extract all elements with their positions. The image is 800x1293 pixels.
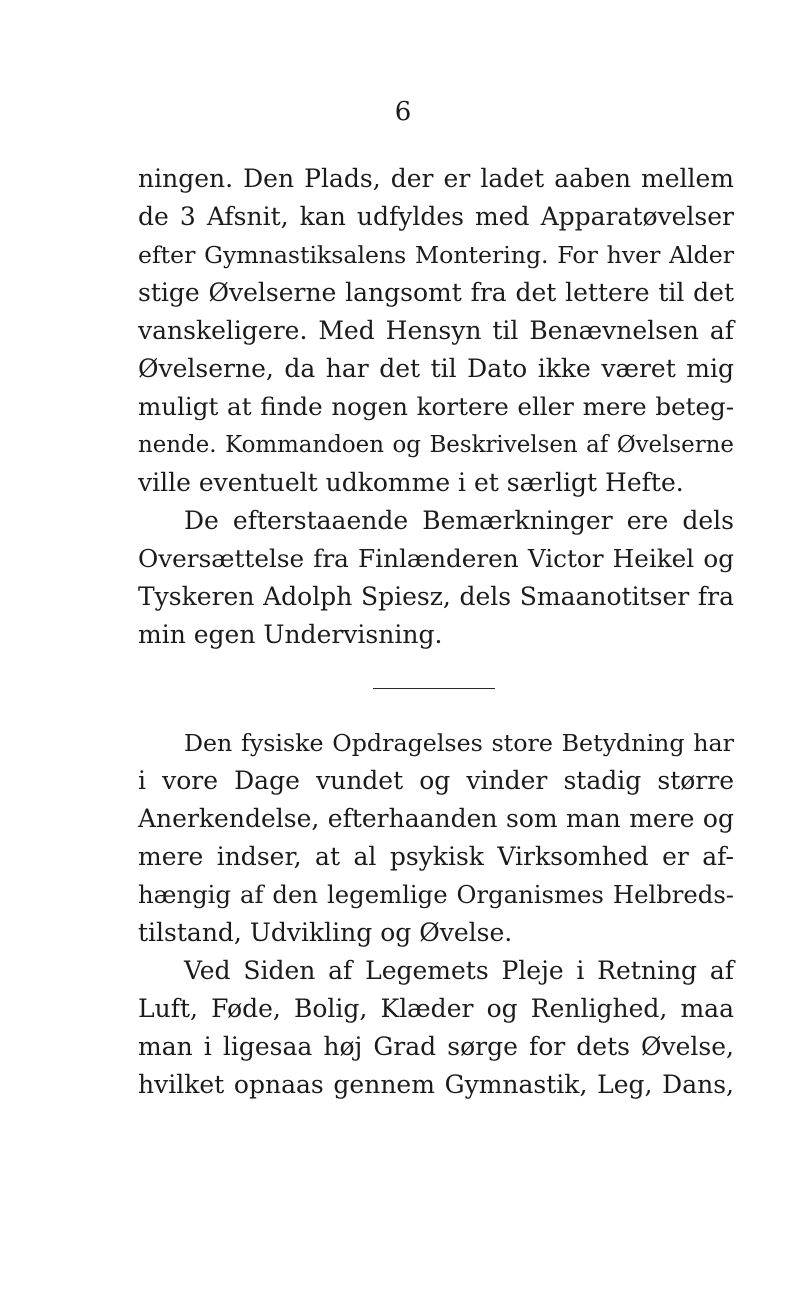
text-line: Øvelserne, da har det til Dato ikke været mig xyxy=(138,354,734,383)
text-line: nende. Kommandoen og Beskrivelsen af Øvelserne xyxy=(138,432,734,458)
text-line: man i ligesaa høj Grad sørge for dets Øvelse, xyxy=(138,1032,734,1061)
text-line: hængig af den legemlige Organismes Helbreds- xyxy=(138,880,734,909)
paragraph-block-1 xyxy=(138,160,734,654)
text-line: efter Gymnastiksalens Montering. For hver Alder xyxy=(138,241,734,269)
text-line: De efterstaaende Bemærkninger ere dels xyxy=(184,506,734,535)
text-line: hvilket opnaas gennem Gymnastik, Leg, Dans, xyxy=(138,1070,734,1099)
text-line: Tyskeren Adolph Spiesz, dels Smaanotitser fra xyxy=(138,582,734,611)
text-line: mere indser, at al psykisk Virksomhed er af- xyxy=(138,842,734,871)
text-line: muligt at finde nogen kortere eller mere beteg- xyxy=(138,392,734,421)
text-line: stige Øvelserne langsomt fra det lettere til det xyxy=(138,278,734,307)
text-line: Ved Siden af Legemets Pleje i Retning af xyxy=(184,956,734,985)
text-line: Oversættelse fra Finlænderen Victor Heikel og xyxy=(138,544,734,573)
text-line: i vore Dage vundet og vinder stadig større xyxy=(138,766,734,795)
text-line: ningen. Den Plads, der er ladet aaben mellem xyxy=(138,164,734,193)
text-line: tilstand, Udvikling og Øvelse. xyxy=(138,918,513,947)
page-number: 6 xyxy=(394,97,412,127)
text-line: Den fysiske Opdragelses store Betydning har xyxy=(184,729,734,757)
text-line: de 3 Afsnit, kan udfyldes med Apparatøvelser xyxy=(138,202,734,231)
text-line: vanskeligere. Med Hensyn til Benævnelsen af xyxy=(138,316,734,345)
text-line: Luft, Føde, Bolig, Klæder og Renlighed, maa xyxy=(138,994,734,1023)
text-line: Anerkendelse, efterhaanden som man mere og xyxy=(138,804,734,833)
text-line: min egen Undervisning. xyxy=(138,620,443,649)
paragraph-block-2 xyxy=(138,724,734,1104)
section-divider xyxy=(373,688,495,689)
text-line: ville eventuelt udkomme i et særligt Hefte. xyxy=(138,468,684,497)
